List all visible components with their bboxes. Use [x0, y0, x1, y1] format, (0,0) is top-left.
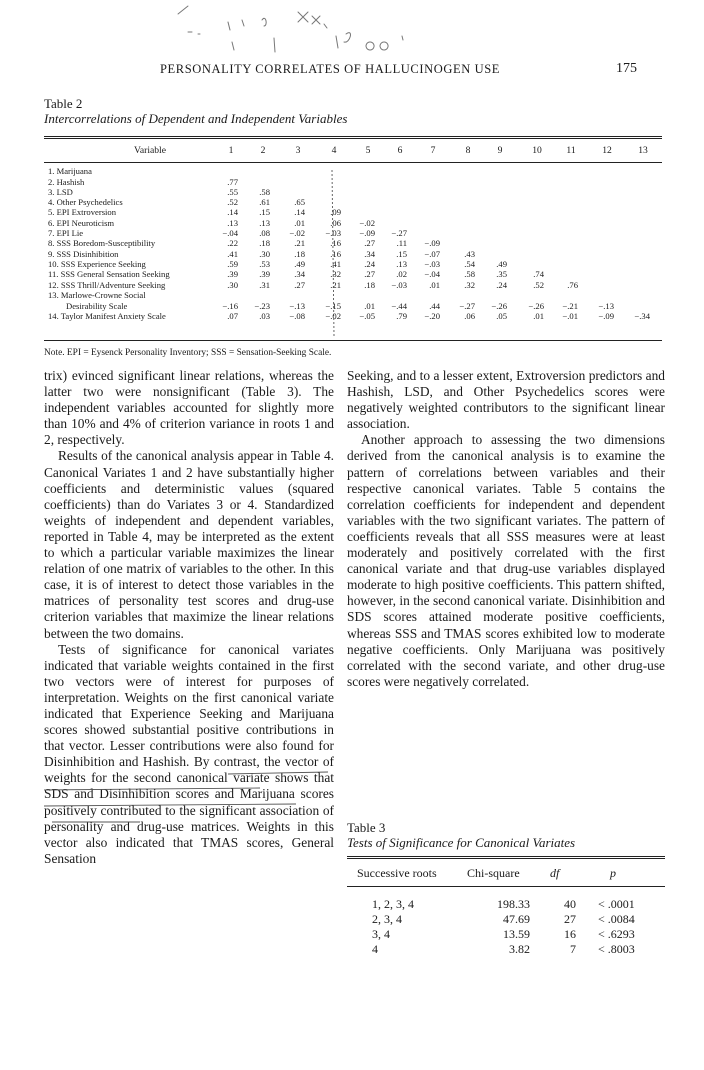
table2-column-header: 5 — [365, 145, 371, 156]
table2-cell: .14 — [227, 207, 238, 217]
table2-cell: −.02 — [289, 228, 305, 238]
table2-cell: −.13 — [289, 301, 305, 311]
table2-cell: −.44 — [391, 301, 407, 311]
table2-cell: .65 — [294, 197, 305, 207]
table3-cell: 7 — [570, 942, 576, 956]
table2-cell: .06 — [464, 311, 475, 321]
table2-cell: −.09 — [424, 238, 440, 248]
table2-cell: −.04 — [222, 228, 238, 238]
table2-column-header: 8 — [465, 145, 471, 156]
table2-bottom-rule — [44, 340, 662, 341]
table2-cell: .01 — [533, 311, 544, 321]
table2-column-header: 7 — [430, 145, 436, 156]
table2-cell: .18 — [259, 238, 270, 248]
table2-cell: .27 — [294, 280, 305, 290]
table2-cell: .11 — [396, 238, 407, 248]
table3-cell: < .6293 — [598, 927, 635, 941]
table2-cell: −.04 — [424, 269, 440, 279]
table3-header-rule — [347, 886, 665, 887]
table2-cell: .49 — [294, 259, 305, 269]
table3-cell: < .0001 — [598, 897, 635, 911]
handwritten-annotation — [170, 2, 430, 58]
table2-column-header: 11 — [566, 145, 576, 156]
table2-variable-label: 14. Taylor Manifest Anxiety Scale — [48, 311, 166, 321]
table2-title: Intercorrelations of Dependent and Independent Variables — [44, 111, 348, 126]
table2-cell: .03 — [259, 311, 270, 321]
table2-cell: .41 — [227, 249, 238, 259]
paragraph: trix) evinced significant linear relations, whereas the latter two were nonsignificant (Table 3). The independent variables accounted for slightly more than 10% and 4% of criterion variance in roots 1 and 2, respectively. — [44, 368, 334, 448]
table2-column-header: 9 — [497, 145, 503, 156]
table2-cell: .43 — [464, 249, 475, 259]
table2-cell: .31 — [259, 280, 270, 290]
table2-column-header: 6 — [397, 145, 403, 156]
table2-cell: .77 — [227, 177, 238, 187]
table3-header-roots: Successive roots — [357, 866, 437, 880]
table2-cell: .13 — [259, 218, 270, 228]
table2-cell: −.15 — [325, 301, 341, 311]
table2-cell: −.05 — [359, 311, 375, 321]
table2-cell: .16 — [330, 238, 341, 248]
table2-cell: .15 — [259, 207, 270, 217]
table2-variable-header: Variable — [134, 145, 166, 156]
table2-variable-label: 5. EPI Extroversion — [48, 207, 117, 217]
table2-cell: .21 — [294, 238, 305, 248]
table2-column-header: 4 — [331, 145, 337, 156]
table2-column-header: 3 — [295, 145, 301, 156]
running-head: PERSONALITY CORRELATES OF HALLUCINOGEN USE — [160, 62, 501, 76]
table3-header-chisquare: Chi-square — [467, 866, 520, 880]
table3-header-df: df — [550, 866, 560, 880]
table2-cell: −.26 — [491, 301, 507, 311]
table3-cell: 27 — [564, 912, 576, 926]
table2-cell: .02 — [396, 269, 407, 279]
table2-cell: .09 — [330, 207, 341, 217]
table2-variable-label: 6. EPI Neuroticism — [48, 218, 115, 228]
table2-cell: .13 — [396, 259, 407, 269]
table2-cell: .16 — [330, 249, 341, 259]
table2-variable-label: 1. Marijuana — [48, 166, 92, 176]
table2-cell: .35 — [496, 269, 507, 279]
table2-cell: .21 — [330, 280, 341, 290]
table2-cell: .61 — [259, 197, 270, 207]
table3-cell: 3, 4 — [372, 927, 390, 941]
page-number: 175 — [616, 61, 637, 76]
table3-cell: 3.82 — [509, 942, 530, 956]
table2-cell: .54 — [464, 259, 475, 269]
table2-column-header: 2 — [260, 145, 266, 156]
table2-variable-label: 12. SSS Thrill/Adventure Seeking — [48, 280, 166, 290]
table2-cell: .01 — [429, 280, 440, 290]
table3-cell: 198.33 — [497, 897, 530, 911]
table2-variable-label: 9. SSS Disinhibition — [48, 249, 119, 259]
table2-cell: .53 — [259, 259, 270, 269]
table2-cell: .18 — [364, 280, 375, 290]
table2-cell: .08 — [259, 228, 270, 238]
table2-cell: .05 — [496, 311, 507, 321]
table3-cell: 1, 2, 3, 4 — [372, 897, 414, 911]
table2-cell: −.27 — [459, 301, 475, 311]
table2-cell: −.02 — [359, 218, 375, 228]
table2-cell: −.23 — [254, 301, 270, 311]
table3-top-rule-double — [347, 858, 665, 859]
table2-cell: .52 — [533, 280, 544, 290]
table2-cell: .06 — [330, 218, 341, 228]
table2-cell: −.02 — [325, 311, 341, 321]
table2-cell: .22 — [227, 238, 238, 248]
table2-variable-label: 11. SSS General Sensation Seeking — [48, 269, 170, 279]
table2-cell: .74 — [533, 269, 544, 279]
paragraph: Results of the canonical analysis appear in Table 4. Canonical Variates 1 and 2 have substantially higher coefficients and deterministic values (squared coefficients) than do Variates 3 or 4. Standardized weights of independent and dependent variables, reported in Table 4, may be interpreted as the extent to which a particular variable maximizes the linear relation of one matrix of variables to the other. In this case, it is of interest to detect those variables in the matrices of personality test scores and drug-use criterion variables that maximize the linear relations between the two domains. — [44, 448, 334, 641]
table3-label: Table 3 — [347, 820, 386, 835]
table2-cell: .58 — [259, 187, 270, 197]
table3-cell: 47.69 — [503, 912, 530, 926]
table2-cell: .76 — [567, 280, 578, 290]
table2-variable-label: 8. SSS Boredom-Susceptibility — [48, 238, 156, 248]
table2-cell: −.34 — [634, 311, 650, 321]
right-column-text — [347, 368, 665, 690]
table2-cell: .24 — [364, 259, 375, 269]
table2-cell: .44 — [429, 301, 440, 311]
table2-cell: .79 — [396, 311, 407, 321]
table2-cell: .07 — [227, 311, 238, 321]
table2-column-header: 13 — [638, 145, 648, 156]
table2-variable-label: Desirability Scale — [66, 301, 128, 311]
table2-cell: .39 — [259, 269, 270, 279]
table3-cell: < .8003 — [598, 942, 635, 956]
table2-cell: .52 — [227, 197, 238, 207]
table2-cell: −.08 — [289, 311, 305, 321]
table2-variable-label: 13. Marlowe-Crowne Social — [48, 290, 146, 300]
table3-header-p: p — [610, 866, 616, 880]
table2-cell: .01 — [294, 218, 305, 228]
table2-cell: .18 — [294, 249, 305, 259]
table2-cell: .55 — [227, 187, 238, 197]
table2-cell: −.20 — [424, 311, 440, 321]
table2-cell: −.07 — [424, 249, 440, 259]
table2-cell: −.26 — [528, 301, 544, 311]
table2-cell: .34 — [294, 269, 305, 279]
table2-cell: −.09 — [359, 228, 375, 238]
table3-top-rule — [347, 856, 665, 857]
table2-variable-label: 4. Other Psychedelics — [48, 197, 123, 207]
table2-note: Note. EPI = Eysenck Personality Inventory; SSS = Sensation-Seeking Scale. — [44, 348, 332, 358]
table2-column-header: 1 — [228, 145, 234, 156]
table2-cell: −.09 — [598, 311, 614, 321]
table2-variable-label: 3. LSD — [48, 187, 73, 197]
table2-cell: .58 — [464, 269, 475, 279]
paragraph: Another approach to assessing the two dimensions derived from the canonical analysis is to examine the pattern of correlations between variables and their respective canonical variates. Table 5 contains the correlation coefficients for independent and dependent variables with the two significant variates. The pattern of coefficients reveals that all SSS measures were at least moderately and positively correlated with the first canonical variate and that drug-use variables displayed moderate to high positive coefficients. This pattern shifted, however, in the second canonical variate. Disinhibition and SDS scores attained moderate positive coefficients, whereas SSS and TMAS scores exhibited low to moderate negative coefficients. Only Marijuana was positively correlated with the second variate, and other drug-use scores were negatively correlated. — [347, 432, 665, 689]
table2-cell: −.03 — [391, 280, 407, 290]
table2-variable-label: 2. Hashish — [48, 177, 85, 187]
table2-cell: −.03 — [424, 259, 440, 269]
table2-column-header: 10 — [532, 145, 542, 156]
table2-cell: .27 — [364, 269, 375, 279]
table2-header-rule — [44, 162, 662, 163]
table2-top-rule-double — [44, 138, 662, 139]
handwritten-note-text: l ' a' xx 1 9 00 — [0, 0, 6, 1]
table2-variable-label: 10. SSS Experience Seeking — [48, 259, 146, 269]
table2-cell: .30 — [259, 249, 270, 259]
table2-cell: .13 — [227, 218, 238, 228]
table2-cell: −.13 — [598, 301, 614, 311]
table3-cell: 13.59 — [503, 927, 530, 941]
table2-cell: −.27 — [391, 228, 407, 238]
table2-variable-label: 7. EPI Lie — [48, 228, 84, 238]
table3-cell: 40 — [564, 897, 576, 911]
table3-cell: < .0084 — [598, 912, 635, 926]
table2-cell: .49 — [496, 259, 507, 269]
table2-cell: .01 — [364, 301, 375, 311]
paragraph: Tests of significance for canonical variates indicated that variable weights contained in the first two vectors were of interest for purposes of interpretation. Weights on the first canonical variate indicated that Experience Seeking and Marijuana scores showed substantial positive contributions in that vector. Lesser contributions were also found for Disinhibition and Hashish. By contrast, the vector of weights for the second canonical variate shows that SDS and Disinhibition scores and Marijuana scores positively contributed to the significant association of personality and drug-use matrices. Weights in this vector also indicated that TMAS scores, General Sensation — [44, 641, 334, 866]
table2-cell: −.16 — [222, 301, 238, 311]
paragraph: Seeking, and to a lesser extent, Extroversion predictors and Hashish, LSD, and Other Psychedelics scores were negatively weighted contributors to the significant linear association. — [347, 368, 665, 432]
table2-cell: −.03 — [325, 228, 341, 238]
table2-cell: .39 — [227, 269, 238, 279]
table2-cell: .41 — [330, 259, 341, 269]
table2-top-rule — [44, 136, 662, 137]
table2-column-header: 12 — [602, 145, 612, 156]
left-column-text — [44, 368, 334, 867]
table3-cell: 2, 3, 4 — [372, 912, 402, 926]
table2-cell: −.21 — [562, 301, 578, 311]
table2-cell: .32 — [464, 280, 475, 290]
table2-label: Table 2 — [44, 96, 83, 111]
table3-cell: 16 — [564, 927, 576, 941]
table2-cell: .15 — [396, 249, 407, 259]
table2-cell: .59 — [227, 259, 238, 269]
table2-cell: .24 — [496, 280, 507, 290]
table2-cell: .14 — [294, 207, 305, 217]
table3-title: Tests of Significance for Canonical Variates — [347, 835, 576, 850]
table2-cell: .32 — [330, 269, 341, 279]
table2-cell: .27 — [364, 238, 375, 248]
table2-cell: −.01 — [562, 311, 578, 321]
table3-cell: 4 — [372, 942, 378, 956]
table2-cell: .34 — [364, 249, 375, 259]
table2-cell: .30 — [227, 280, 238, 290]
